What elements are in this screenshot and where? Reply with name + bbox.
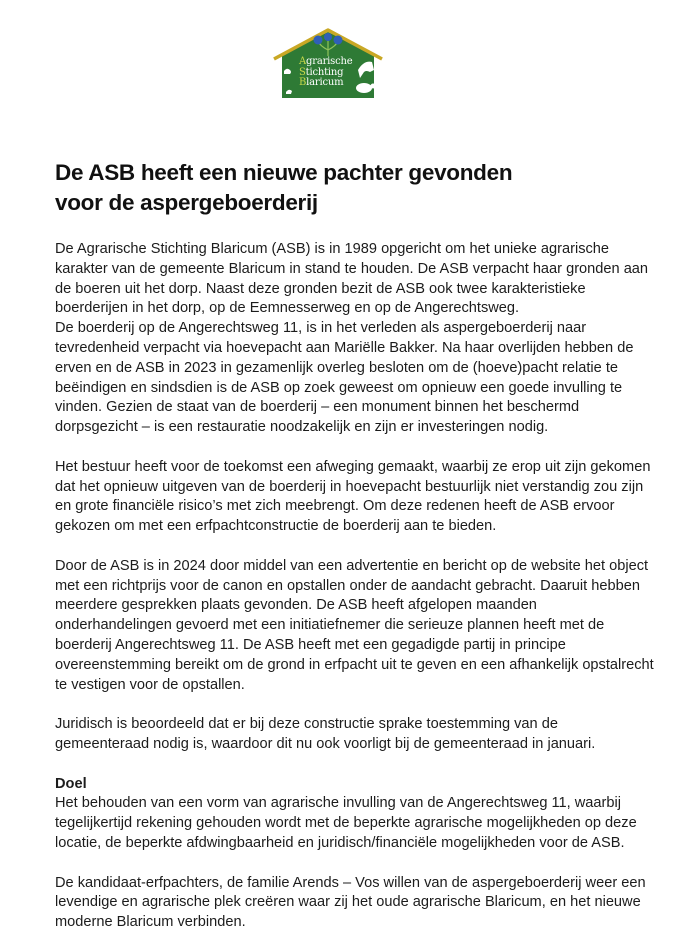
logo-wordmark: Agrarische Stichting Blaricum bbox=[299, 56, 353, 88]
paragraph-intro: De Agrarische Stichting Blaricum (ASB) is in 1989 opgericht om het unieke agrarische karakter van de gemeente Blaricum in stand te houden. De ASB verpacht haar gronden aan de boeren uit het dorp. Naast deze gronden bezit de ASB ook twee karakteristieke boerderijen in het dorp, op de Eemnesserweg en op de Angerechtsweg. bbox=[55, 241, 649, 317]
section-heading-doel: Doel bbox=[55, 775, 87, 792]
article-title bbox=[55, 158, 655, 218]
paragraph-legal: Juridisch is beoordeeld dat er bij deze constructie sprake toestemming van de gemeenteraad nodig is, waardoor dit nu ook voorligt bij de gemeenteraad in januari. bbox=[55, 716, 596, 752]
paragraph-goal: Het behouden van een vorm van agrarische invulling van de Angerechtsweg 11, waarbij tegelijkertijd rekening gehouden wordt met de beperkte agrarische mogelijkheden op deze locatie, de beperkte afdwingbaarheid en juridisch/financiële mogelijkheden voor de ASB. bbox=[55, 795, 637, 851]
asb-logo bbox=[272, 26, 384, 102]
paragraph-history: De boerderij op de Angerechtsweg 11, is in het verleden als aspergeboerderij naar tevredenheid verpacht via hoevepacht aan Mariëlle Bakker. Na haar overlijden hebben de erven en de ASB in 2023 in gezamenlijk overleg besloten om de (hoeve)pacht relatie te beëindigen en sindsdien is de ASB op zoek geweest om opnieuw een goede invulling te vinden. Gezien de staat van de boerderij – een monument binnen het beschermd dorpsgezicht – is een restauratie noodzakelijk en zijn er investeringen nodig. bbox=[55, 320, 634, 436]
paragraph-board-decision: Het bestuur heeft voor de toekomst een afweging gemaakt, waarbij ze erop uit zijn gekomen dat het opnieuw uitgeven van de boerderij in hoevepacht bestuurlijk niet verstandig zou zijn en grote financiële risico’s met zich meebrengt. Om deze redenen heeft de ASB ervoor gekozen om met een erfpachtconstructie de boerderij aan te bieden. bbox=[55, 458, 651, 535]
article-title-line-1: De ASB heeft een nieuwe pachter gevonden bbox=[55, 160, 513, 185]
article-body bbox=[55, 240, 655, 933]
paragraph-candidates: De kandidaat-erfpachters, de familie Arends – Vos willen van de aspergeboerderij weer een levendige en agrarische plek creëren waar zij het oude agrarische Blaricum, en het nieuwe moderne Blaricum verbinden. bbox=[55, 874, 646, 931]
paragraph-negotiations: Door de ASB is in 2024 door middel van een advertentie en bericht op de website het object met een richtprijs voor de canon en opstallen onder de aandacht gebracht. Daaruit hebben meerdere gesprekken plaats gevonden. De ASB heeft afgelopen maanden onderhandelingen gevoerd met een initiatiefnemer die serieuze plannen heeft met de boerderij Angerechtsweg 11. De ASB heeft met een gegadigde partij in principe overeenstemming bereikt om de grond in erfpacht uit te geven en een afhankelijk opstalrecht te vestigen voor de opstallen. bbox=[55, 557, 654, 693]
article bbox=[55, 158, 655, 933]
article-title-line-2: voor de aspergeboerderij bbox=[55, 190, 318, 215]
